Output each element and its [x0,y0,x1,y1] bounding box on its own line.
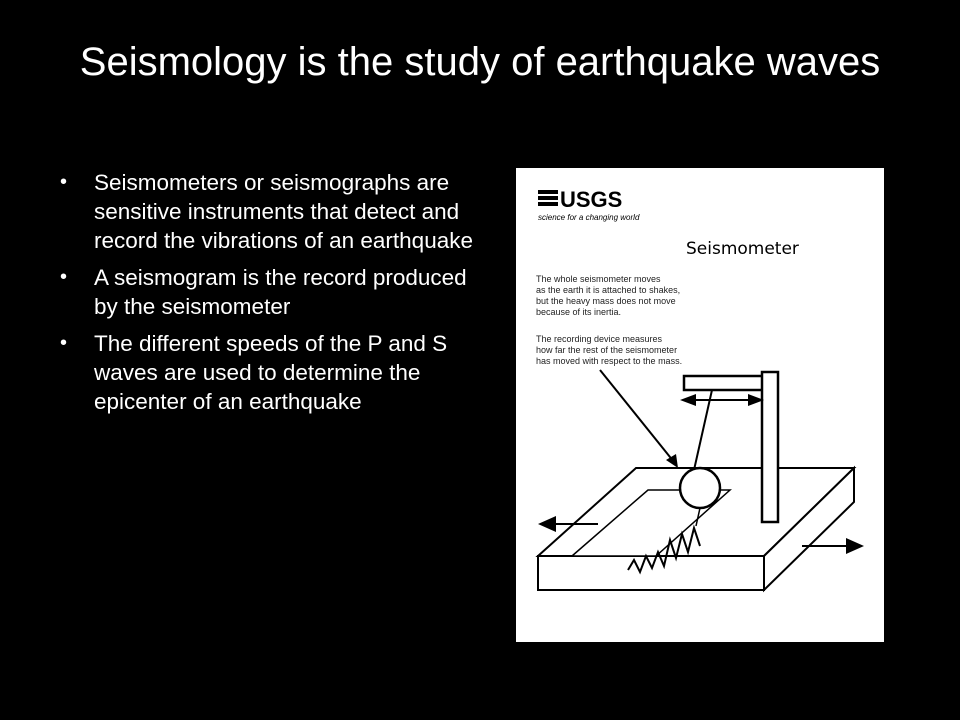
usgs-tagline: science for a changing world [538,213,640,222]
inertial-mass [680,468,720,508]
bullet-item [56,263,476,321]
figure-caption-1 [536,274,680,317]
usgs-logo-icon [538,187,640,222]
figure-caption-2 [536,334,682,366]
bullet-dot-icon: • [60,332,68,354]
bullet-dot-icon: • [60,266,68,288]
seismometer-diagram [516,168,884,642]
bullet-dot-icon: • [60,171,68,193]
bullet-text: A seismogram is the record produced by the seismometer [94,265,467,319]
left-motion-arrow-icon [538,516,556,532]
pointer-line [600,370,674,462]
caption-line: as the earth it is attached to shakes, [536,285,681,295]
bullet-item [56,329,476,416]
bullet-list [56,168,476,424]
usgs-logo-text: USGS [560,187,623,212]
bullet-text: Seismometers or seismographs are sensitive instruments that detect and record the vibrations of an earthquake [94,170,473,253]
bullet-item [56,168,476,255]
slide-title: Seismology is the study of earthquake waves [79,40,881,84]
seismometer-figure [516,168,884,642]
figure-heading: Seismometer [686,239,799,259]
caption-line: has moved with respect to the mass. [536,356,683,366]
caption-line: The recording device measures [536,334,663,344]
caption-line: but the heavy mass does not move [536,296,676,306]
caption-line: how far the rest of the seismometer [536,345,678,355]
caption-line: The whole seismometer moves [536,274,661,284]
caption-line: because of its inertia. [536,307,622,317]
bullet-text: The different speeds of the P and S waves are used to determine the epicenter of an earthquake [94,331,448,414]
right-motion-arrow-icon [846,538,864,554]
pendulum-wire [694,390,712,470]
double-arrow-left-icon [680,394,696,406]
pointer-arrowhead-icon [666,454,678,468]
